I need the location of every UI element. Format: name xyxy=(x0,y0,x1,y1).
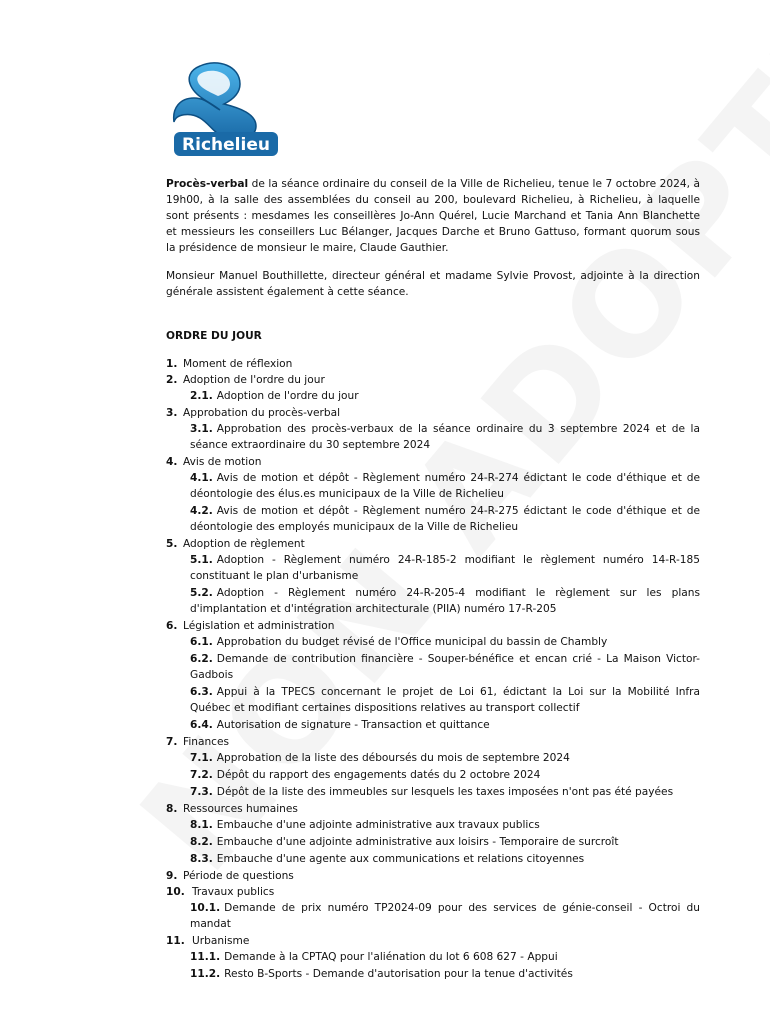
agenda-item xyxy=(166,454,700,470)
agenda-subitem-number: 10.1. xyxy=(190,902,221,914)
agenda-subitem xyxy=(166,470,700,502)
agenda-subitem-number: 8.3. xyxy=(190,853,213,865)
agenda-subitem-label: Dépôt de la liste des immeubles sur lesquels les taxes imposées n'ont pas été payées xyxy=(216,786,674,798)
agenda-subitem-number: 5.2. xyxy=(190,587,213,599)
intro-text: de la séance ordinaire du conseil de la Ville de Richelieu, tenue le 7 octobre 2024, à 19h00, à la salle des assemblées du conseil au 200, boulevard Richelieu, à Richelieu, à laquelle sont présents : mesdames les conseillères Jo-Ann Quérel, Lucie Marchand et Tania Ann Blanchette et messieurs les conseillers Luc Bélanger, Jacques Darche et Bruno Gattuso, formant quorum sous la présidence de monsieur le maire, Claude Gauthier. xyxy=(166,178,700,254)
intro-bold: Procès-verbal xyxy=(166,178,249,190)
agenda-subitem xyxy=(166,784,700,800)
agenda-item-label: Ressources humaines xyxy=(183,803,298,815)
agenda-item-number: 2. xyxy=(166,374,178,386)
agenda-item xyxy=(166,372,700,388)
agenda-item xyxy=(166,884,700,900)
agenda-item-number: 3. xyxy=(166,407,178,419)
agenda-subitem xyxy=(166,634,700,650)
agenda-item-number: 1. xyxy=(166,358,178,370)
agenda-subitem-label: Adoption - Règlement numéro 24-R-205-4 modifiant le règlement sur les plans d'implantation et d'intégration architecturale (PIIA) numéro 17-R-205 xyxy=(190,587,700,615)
agenda-item xyxy=(166,868,700,884)
agenda-item-label: Avis de motion xyxy=(183,456,262,468)
agenda-subitem-label: Embauche d'une adjointe administrative aux loisirs - Temporaire de surcroît xyxy=(216,836,619,848)
agenda-subitem-number: 5.1. xyxy=(190,554,213,566)
agenda-subitem-label: Approbation du budget révisé de l'Office municipal du bassin de Chambly xyxy=(216,636,608,648)
agenda-subitem-label: Appui à la TPECS concernant le projet de Loi 61, édictant la Loi sur la Mobilité Infra Québec et modifiant certaines dispositions relatives au transport collectif xyxy=(190,686,700,714)
agenda-subitem xyxy=(166,834,700,850)
agenda-subitem-number: 11.2. xyxy=(190,968,221,980)
agenda-item-number: 6. xyxy=(166,620,178,632)
agenda-subitem-number: 3.1. xyxy=(190,423,213,435)
agenda-subitem-number: 4.2. xyxy=(190,505,213,517)
agenda-subitem-number: 6.4. xyxy=(190,719,213,731)
agenda-subitem xyxy=(166,717,700,733)
agenda-item-label: Approbation du procès-verbal xyxy=(183,407,341,419)
agenda-subitem xyxy=(166,421,700,453)
agenda-subitem-number: 6.1. xyxy=(190,636,213,648)
agenda-subitem-label: Autorisation de signature - Transaction et quittance xyxy=(216,719,490,731)
agenda-subitem-label: Approbation des procès-verbaux de la séance ordinaire du 3 septembre 2024 et de la séance extraordinaire du 30 septembre 2024 xyxy=(190,423,700,451)
attendance-paragraph: Monsieur Manuel Bouthillette, directeur général et madame Sylvie Provost, adjointe à la direction générale assistent également à cette séance. xyxy=(166,270,700,298)
agenda-subitem-label: Adoption de l'ordre du jour xyxy=(216,390,359,402)
agenda-item-label: Adoption de l'ordre du jour xyxy=(183,374,325,386)
agenda-subitem xyxy=(166,388,700,404)
agenda-subitem-number: 8.1. xyxy=(190,819,213,831)
agenda-subitem xyxy=(166,684,700,716)
agenda-subitem xyxy=(166,900,700,932)
agenda-title: ORDRE DU JOUR xyxy=(166,330,262,342)
agenda-item-number: 5. xyxy=(166,538,178,550)
agenda-subitem xyxy=(166,750,700,766)
agenda-item xyxy=(166,405,700,421)
agenda-subitem-number: 7.1. xyxy=(190,752,213,764)
agenda-subitem-label: Embauche d'une adjointe administrative aux travaux publics xyxy=(216,819,540,831)
agenda-subitem-number: 6.2. xyxy=(190,653,213,665)
agenda-item-number: 4. xyxy=(166,456,178,468)
agenda-subitem xyxy=(166,949,700,965)
agenda-subitem xyxy=(166,817,700,833)
agenda-subitem-label: Avis de motion et dépôt - Règlement numéro 24-R-274 édictant le code d'éthique et de déontologie des élus.es municipaux de la Ville de Richelieu xyxy=(190,472,700,500)
agenda-item-label: Travaux publics xyxy=(192,886,275,898)
agenda-subitem-label: Approbation de la liste des déboursés du mois de septembre 2024 xyxy=(216,752,570,764)
agenda-subitem-label: Dépôt du rapport des engagements datés du 2 octobre 2024 xyxy=(216,769,541,781)
agenda-subitem xyxy=(166,851,700,867)
agenda-subitem xyxy=(166,966,700,982)
agenda-item-label: Urbanisme xyxy=(192,935,250,947)
agenda-subitem-label: Demande à la CPTAQ pour l'aliénation du lot 6 608 627 - Appui xyxy=(224,951,558,963)
agenda-subitem-label: Avis de motion et dépôt - Règlement numéro 24-R-275 édictant le code d'éthique et de déontologie des employés municipaux de la Ville de Richelieu xyxy=(190,505,700,533)
intro-paragraph xyxy=(166,176,700,256)
agenda-item-label: Période de questions xyxy=(183,870,294,882)
agenda-subitem-number: 4.1. xyxy=(190,472,213,484)
agenda-item-label: Moment de réflexion xyxy=(183,358,293,370)
agenda-subitem-label: Demande de prix numéro TP2024-09 pour des services de génie-conseil - Octroi du mandat xyxy=(190,902,700,930)
agenda-item-label: Législation et administration xyxy=(183,620,335,632)
agenda-subitem-number: 6.3. xyxy=(190,686,213,698)
svg-text:Richelieu: Richelieu xyxy=(182,135,270,155)
agenda-subitem-label: Demande de contribution financière - Souper-bénéfice et encan crié - La Maison Victor-Gadbois xyxy=(190,653,700,681)
agenda-subitem-number: 7.2. xyxy=(190,769,213,781)
agenda-item-label: Adoption de règlement xyxy=(183,538,305,550)
agenda-subitem-number: 7.3. xyxy=(190,786,213,798)
agenda-item-number: 7. xyxy=(166,736,178,748)
agenda-item xyxy=(166,356,700,372)
agenda-item-number: 10. xyxy=(166,886,185,898)
agenda-item-number: 9. xyxy=(166,870,178,882)
agenda-subitem-label: Adoption - Règlement numéro 24-R-185-2 modifiant le règlement numéro 14-R-185 constituant le plan d'urbanisme xyxy=(190,554,700,582)
richelieu-logo xyxy=(170,58,282,160)
agenda-subitem-number: 8.2. xyxy=(190,836,213,848)
agenda-item xyxy=(166,618,700,634)
agenda-subitem-label: Embauche d'une agente aux communications et relations citoyennes xyxy=(216,853,585,865)
agenda-item xyxy=(166,933,700,949)
agenda-subitem xyxy=(166,552,700,584)
agenda-subitem-label: Resto B-Sports - Demande d'autorisation pour la tenue d'activités xyxy=(224,968,573,980)
agenda-item xyxy=(166,801,700,817)
agenda-item-number: 8. xyxy=(166,803,178,815)
minutes-document xyxy=(166,176,700,983)
agenda-item xyxy=(166,536,700,552)
agenda-subitem-number: 11.1. xyxy=(190,951,221,963)
agenda-item-label: Finances xyxy=(183,736,230,748)
agenda-subitem xyxy=(166,585,700,617)
agenda-subitem xyxy=(166,767,700,783)
agenda-subitem xyxy=(166,503,700,535)
agenda-item-number: 11. xyxy=(166,935,185,947)
agenda-list xyxy=(166,356,700,982)
agenda-subitem-number: 2.1. xyxy=(190,390,213,402)
agenda-subitem xyxy=(166,651,700,683)
agenda-item xyxy=(166,734,700,750)
